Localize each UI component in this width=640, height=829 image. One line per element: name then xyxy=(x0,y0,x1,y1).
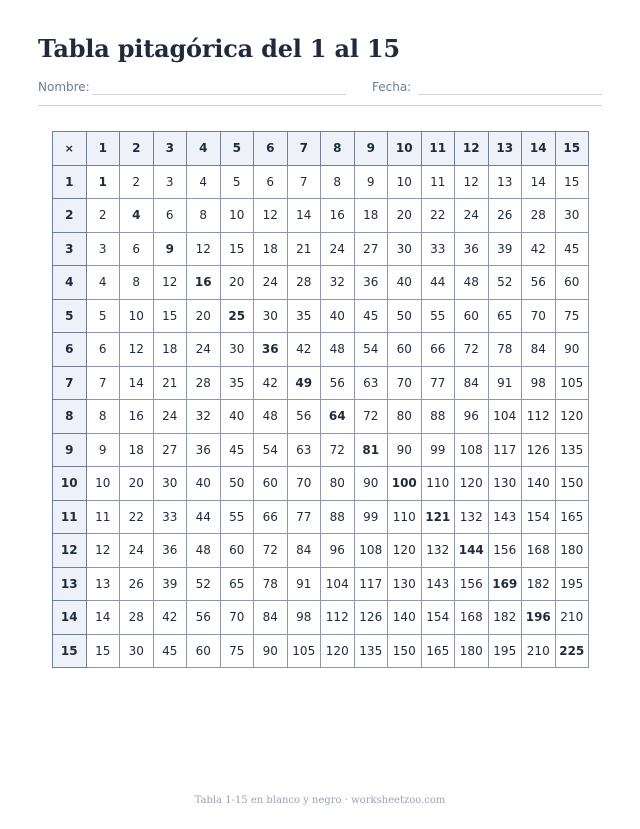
product-cell: 135 xyxy=(354,634,388,668)
square-cell: 169 xyxy=(488,567,522,601)
product-cell: 5 xyxy=(220,165,254,199)
product-cell: 12 xyxy=(120,333,154,367)
product-cell: 7 xyxy=(287,165,321,199)
product-cell: 135 xyxy=(555,433,589,467)
product-cell: 3 xyxy=(86,232,120,266)
product-cell: 80 xyxy=(388,400,422,434)
product-cell: 5 xyxy=(86,299,120,333)
product-cell: 20 xyxy=(220,266,254,300)
product-cell: 48 xyxy=(254,400,288,434)
product-cell: 88 xyxy=(421,400,455,434)
product-cell: 54 xyxy=(354,333,388,367)
product-cell: 26 xyxy=(120,567,154,601)
product-cell: 13 xyxy=(86,567,120,601)
product-cell: 36 xyxy=(455,232,489,266)
product-cell: 35 xyxy=(220,366,254,400)
product-cell: 168 xyxy=(455,601,489,635)
product-cell: 165 xyxy=(421,634,455,668)
column-header: 12 xyxy=(455,132,489,166)
product-cell: 32 xyxy=(321,266,355,300)
product-cell: 11 xyxy=(421,165,455,199)
product-cell: 108 xyxy=(354,534,388,568)
table-row xyxy=(53,366,589,400)
product-cell: 56 xyxy=(522,266,556,300)
product-cell: 6 xyxy=(153,199,187,233)
product-cell: 126 xyxy=(354,601,388,635)
product-cell: 120 xyxy=(555,400,589,434)
product-cell: 77 xyxy=(287,500,321,534)
product-cell: 42 xyxy=(287,333,321,367)
product-cell: 182 xyxy=(522,567,556,601)
product-cell: 154 xyxy=(522,500,556,534)
product-cell: 132 xyxy=(455,500,489,534)
product-cell: 48 xyxy=(321,333,355,367)
product-cell: 36 xyxy=(153,534,187,568)
product-cell: 104 xyxy=(488,400,522,434)
product-cell: 210 xyxy=(555,601,589,635)
square-cell: 81 xyxy=(354,433,388,467)
product-cell: 77 xyxy=(421,366,455,400)
product-cell: 18 xyxy=(120,433,154,467)
product-cell: 30 xyxy=(254,299,288,333)
product-cell: 44 xyxy=(187,500,221,534)
square-cell: 100 xyxy=(388,467,422,501)
header-row xyxy=(53,132,589,166)
product-cell: 96 xyxy=(455,400,489,434)
square-cell: 4 xyxy=(120,199,154,233)
product-cell: 8 xyxy=(187,199,221,233)
product-cell: 10 xyxy=(388,165,422,199)
product-cell: 28 xyxy=(187,366,221,400)
product-cell: 99 xyxy=(421,433,455,467)
product-cell: 36 xyxy=(187,433,221,467)
product-cell: 4 xyxy=(86,266,120,300)
row-header: 1 xyxy=(53,165,87,199)
product-cell: 12 xyxy=(455,165,489,199)
product-cell: 30 xyxy=(555,199,589,233)
footer-credit: Tabla 1-15 en blanco y negro · worksheetzoo.com xyxy=(194,795,446,806)
date-label: Fecha: xyxy=(372,80,412,94)
product-cell: 91 xyxy=(488,366,522,400)
product-cell: 88 xyxy=(321,500,355,534)
product-cell: 75 xyxy=(220,634,254,668)
product-cell: 12 xyxy=(86,534,120,568)
product-cell: 8 xyxy=(86,400,120,434)
product-cell: 30 xyxy=(120,634,154,668)
table-row xyxy=(53,634,589,668)
product-cell: 84 xyxy=(455,366,489,400)
product-cell: 48 xyxy=(187,534,221,568)
product-cell: 52 xyxy=(187,567,221,601)
product-cell: 130 xyxy=(488,467,522,501)
product-cell: 132 xyxy=(421,534,455,568)
product-cell: 45 xyxy=(555,232,589,266)
product-cell: 12 xyxy=(187,232,221,266)
product-cell: 52 xyxy=(488,266,522,300)
product-cell: 14 xyxy=(120,366,154,400)
row-header: 7 xyxy=(53,366,87,400)
product-cell: 18 xyxy=(254,232,288,266)
product-cell: 120 xyxy=(321,634,355,668)
product-cell: 16 xyxy=(321,199,355,233)
row-header: 10 xyxy=(53,467,87,501)
product-cell: 42 xyxy=(522,232,556,266)
product-cell: 150 xyxy=(388,634,422,668)
row-header: 12 xyxy=(53,534,87,568)
product-cell: 30 xyxy=(220,333,254,367)
product-cell: 24 xyxy=(153,400,187,434)
product-cell: 4 xyxy=(187,165,221,199)
product-cell: 24 xyxy=(254,266,288,300)
corner-cell: × xyxy=(53,132,87,166)
product-cell: 10 xyxy=(86,467,120,501)
product-cell: 24 xyxy=(187,333,221,367)
column-header: 15 xyxy=(555,132,589,166)
table-row xyxy=(53,567,589,601)
product-cell: 96 xyxy=(321,534,355,568)
row-header: 13 xyxy=(53,567,87,601)
product-cell: 18 xyxy=(153,333,187,367)
product-cell: 117 xyxy=(354,567,388,601)
row-header: 3 xyxy=(53,232,87,266)
product-cell: 60 xyxy=(187,634,221,668)
product-cell: 24 xyxy=(120,534,154,568)
product-cell: 65 xyxy=(220,567,254,601)
date-field[interactable] xyxy=(418,94,602,95)
product-cell: 13 xyxy=(488,165,522,199)
product-cell: 30 xyxy=(153,467,187,501)
product-cell: 80 xyxy=(321,467,355,501)
product-cell: 84 xyxy=(522,333,556,367)
product-cell: 8 xyxy=(120,266,154,300)
product-cell: 98 xyxy=(287,601,321,635)
table-row xyxy=(53,165,589,199)
header-divider xyxy=(38,105,602,106)
product-cell: 24 xyxy=(321,232,355,266)
product-cell: 56 xyxy=(287,400,321,434)
product-cell: 32 xyxy=(187,400,221,434)
product-cell: 66 xyxy=(254,500,288,534)
product-cell: 105 xyxy=(287,634,321,668)
column-header: 10 xyxy=(388,132,422,166)
row-header: 11 xyxy=(53,500,87,534)
product-cell: 120 xyxy=(455,467,489,501)
product-cell: 22 xyxy=(120,500,154,534)
row-header: 5 xyxy=(53,299,87,333)
square-cell: 1 xyxy=(86,165,120,199)
table-row xyxy=(53,467,589,501)
product-cell: 72 xyxy=(455,333,489,367)
name-field[interactable] xyxy=(92,94,346,95)
product-cell: 6 xyxy=(254,165,288,199)
product-cell: 72 xyxy=(321,433,355,467)
product-cell: 14 xyxy=(287,199,321,233)
product-cell: 110 xyxy=(388,500,422,534)
product-cell: 78 xyxy=(254,567,288,601)
column-header: 7 xyxy=(287,132,321,166)
product-cell: 21 xyxy=(153,366,187,400)
product-cell: 90 xyxy=(555,333,589,367)
product-cell: 90 xyxy=(388,433,422,467)
product-cell: 45 xyxy=(354,299,388,333)
square-cell: 9 xyxy=(153,232,187,266)
square-cell: 121 xyxy=(421,500,455,534)
product-cell: 140 xyxy=(388,601,422,635)
column-header: 9 xyxy=(354,132,388,166)
product-cell: 42 xyxy=(153,601,187,635)
product-cell: 143 xyxy=(488,500,522,534)
product-cell: 33 xyxy=(153,500,187,534)
square-cell: 196 xyxy=(522,601,556,635)
product-cell: 195 xyxy=(488,634,522,668)
column-header: 1 xyxy=(86,132,120,166)
product-cell: 24 xyxy=(455,199,489,233)
product-cell: 16 xyxy=(120,400,154,434)
table-row xyxy=(53,500,589,534)
product-cell: 165 xyxy=(555,500,589,534)
product-cell: 10 xyxy=(220,199,254,233)
product-cell: 50 xyxy=(388,299,422,333)
product-cell: 84 xyxy=(287,534,321,568)
product-cell: 168 xyxy=(522,534,556,568)
product-cell: 21 xyxy=(287,232,321,266)
product-cell: 35 xyxy=(287,299,321,333)
row-header: 14 xyxy=(53,601,87,635)
product-cell: 63 xyxy=(354,366,388,400)
product-cell: 140 xyxy=(522,467,556,501)
product-cell: 150 xyxy=(555,467,589,501)
table-row xyxy=(53,601,589,635)
square-cell: 49 xyxy=(287,366,321,400)
product-cell: 180 xyxy=(455,634,489,668)
product-cell: 15 xyxy=(86,634,120,668)
product-cell: 9 xyxy=(354,165,388,199)
product-cell: 90 xyxy=(354,467,388,501)
product-cell: 14 xyxy=(86,601,120,635)
table-row xyxy=(53,199,589,233)
product-cell: 26 xyxy=(488,199,522,233)
product-cell: 60 xyxy=(220,534,254,568)
product-cell: 70 xyxy=(388,366,422,400)
product-cell: 44 xyxy=(421,266,455,300)
table-row xyxy=(53,400,589,434)
product-cell: 56 xyxy=(321,366,355,400)
product-cell: 180 xyxy=(555,534,589,568)
product-cell: 108 xyxy=(455,433,489,467)
product-cell: 63 xyxy=(287,433,321,467)
row-header: 15 xyxy=(53,634,87,668)
column-header: 6 xyxy=(254,132,288,166)
product-cell: 15 xyxy=(555,165,589,199)
column-header: 2 xyxy=(120,132,154,166)
product-cell: 65 xyxy=(488,299,522,333)
column-header: 3 xyxy=(153,132,187,166)
product-cell: 15 xyxy=(220,232,254,266)
product-cell: 56 xyxy=(187,601,221,635)
page-title: Tabla pitagórica del 1 al 15 xyxy=(38,34,400,63)
product-cell: 143 xyxy=(421,567,455,601)
product-cell: 39 xyxy=(488,232,522,266)
product-cell: 156 xyxy=(455,567,489,601)
row-header: 2 xyxy=(53,199,87,233)
square-cell: 36 xyxy=(254,333,288,367)
product-cell: 12 xyxy=(153,266,187,300)
product-cell: 104 xyxy=(321,567,355,601)
square-cell: 144 xyxy=(455,534,489,568)
product-cell: 15 xyxy=(153,299,187,333)
product-cell: 84 xyxy=(254,601,288,635)
product-cell: 130 xyxy=(388,567,422,601)
product-cell: 27 xyxy=(354,232,388,266)
table-row xyxy=(53,534,589,568)
product-cell: 28 xyxy=(522,199,556,233)
product-cell: 55 xyxy=(220,500,254,534)
product-cell: 60 xyxy=(254,467,288,501)
product-cell: 156 xyxy=(488,534,522,568)
column-header: 8 xyxy=(321,132,355,166)
product-cell: 98 xyxy=(522,366,556,400)
product-cell: 105 xyxy=(555,366,589,400)
product-cell: 182 xyxy=(488,601,522,635)
product-cell: 54 xyxy=(254,433,288,467)
table-row xyxy=(53,333,589,367)
product-cell: 66 xyxy=(421,333,455,367)
product-cell: 45 xyxy=(153,634,187,668)
product-cell: 42 xyxy=(254,366,288,400)
product-cell: 40 xyxy=(187,467,221,501)
product-cell: 18 xyxy=(354,199,388,233)
product-cell: 20 xyxy=(120,467,154,501)
product-cell: 30 xyxy=(388,232,422,266)
product-cell: 28 xyxy=(120,601,154,635)
column-header: 5 xyxy=(220,132,254,166)
product-cell: 126 xyxy=(522,433,556,467)
product-cell: 33 xyxy=(421,232,455,266)
product-cell: 210 xyxy=(522,634,556,668)
product-cell: 2 xyxy=(120,165,154,199)
multiplication-table xyxy=(52,131,589,668)
product-cell: 195 xyxy=(555,567,589,601)
name-label: Nombre: xyxy=(38,80,90,94)
product-cell: 40 xyxy=(220,400,254,434)
product-cell: 12 xyxy=(254,199,288,233)
product-cell: 70 xyxy=(220,601,254,635)
table-row xyxy=(53,266,589,300)
product-cell: 72 xyxy=(254,534,288,568)
column-header: 14 xyxy=(522,132,556,166)
product-cell: 70 xyxy=(522,299,556,333)
product-cell: 14 xyxy=(522,165,556,199)
square-cell: 225 xyxy=(555,634,589,668)
table-row xyxy=(53,232,589,266)
product-cell: 2 xyxy=(86,199,120,233)
product-cell: 48 xyxy=(455,266,489,300)
column-header: 11 xyxy=(421,132,455,166)
square-cell: 64 xyxy=(321,400,355,434)
product-cell: 40 xyxy=(388,266,422,300)
row-header: 6 xyxy=(53,333,87,367)
product-cell: 9 xyxy=(86,433,120,467)
product-cell: 75 xyxy=(555,299,589,333)
table-row xyxy=(53,299,589,333)
product-cell: 112 xyxy=(522,400,556,434)
product-cell: 110 xyxy=(421,467,455,501)
product-cell: 72 xyxy=(354,400,388,434)
table-row xyxy=(53,433,589,467)
column-header: 13 xyxy=(488,132,522,166)
column-header: 4 xyxy=(187,132,221,166)
product-cell: 91 xyxy=(287,567,321,601)
product-cell: 70 xyxy=(287,467,321,501)
square-cell: 25 xyxy=(220,299,254,333)
product-cell: 3 xyxy=(153,165,187,199)
product-cell: 50 xyxy=(220,467,254,501)
product-cell: 78 xyxy=(488,333,522,367)
product-cell: 55 xyxy=(421,299,455,333)
product-cell: 45 xyxy=(220,433,254,467)
product-cell: 60 xyxy=(455,299,489,333)
product-cell: 60 xyxy=(388,333,422,367)
product-cell: 11 xyxy=(86,500,120,534)
product-cell: 39 xyxy=(153,567,187,601)
product-cell: 20 xyxy=(388,199,422,233)
product-cell: 27 xyxy=(153,433,187,467)
product-cell: 154 xyxy=(421,601,455,635)
row-header: 8 xyxy=(53,400,87,434)
product-cell: 28 xyxy=(287,266,321,300)
product-cell: 40 xyxy=(321,299,355,333)
product-cell: 6 xyxy=(86,333,120,367)
product-cell: 60 xyxy=(555,266,589,300)
row-header: 4 xyxy=(53,266,87,300)
product-cell: 10 xyxy=(120,299,154,333)
row-header: 9 xyxy=(53,433,87,467)
product-cell: 20 xyxy=(187,299,221,333)
product-cell: 99 xyxy=(354,500,388,534)
square-cell: 16 xyxy=(187,266,221,300)
product-cell: 120 xyxy=(388,534,422,568)
product-cell: 117 xyxy=(488,433,522,467)
product-cell: 36 xyxy=(354,266,388,300)
product-cell: 7 xyxy=(86,366,120,400)
product-cell: 8 xyxy=(321,165,355,199)
product-cell: 112 xyxy=(321,601,355,635)
product-cell: 6 xyxy=(120,232,154,266)
product-cell: 90 xyxy=(254,634,288,668)
product-cell: 22 xyxy=(421,199,455,233)
